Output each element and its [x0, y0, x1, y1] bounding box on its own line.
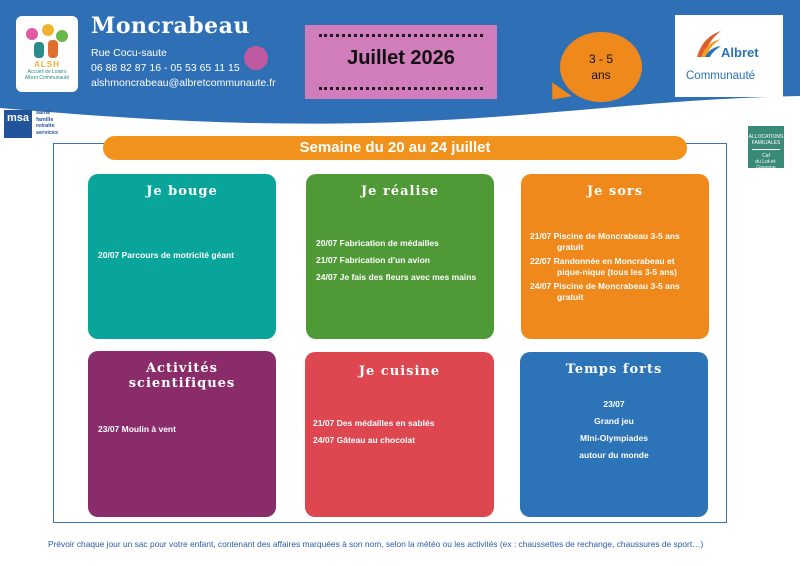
card-title: Je cuisine [358, 364, 441, 379]
albret-name: Albret [721, 45, 759, 60]
msa-logo [4, 110, 84, 140]
decorative-dot [244, 46, 268, 70]
activity-item: 24/07 Piscine de Moncrabeau 3-5 ans gratuit [530, 281, 680, 302]
activity-item: 21/07 Piscine de Moncrabeau 3-5 ans gratuit [530, 231, 680, 252]
caf-logo [748, 126, 784, 171]
card-title: Je bouge [146, 184, 218, 199]
msa-line: retraite [36, 123, 55, 129]
caf-figures-icon [748, 126, 784, 134]
week-title: Semaine du 20 au 24 juillet [103, 136, 687, 160]
month-banner [305, 25, 497, 99]
alsh-subtitle-2: Albret Communauté [24, 75, 70, 81]
msa-mark: msa [4, 110, 32, 138]
card-je-bouge [88, 174, 276, 339]
card-je-cuisine [305, 352, 494, 517]
msa-line: santé [36, 110, 51, 116]
caf-line: du Lot-et-Garonne [755, 159, 777, 171]
card-title: Je réalise [361, 184, 439, 199]
caf-line: FAMILIALES [751, 140, 781, 146]
msa-line: famille [36, 116, 54, 123]
card-title-line: Activités [145, 361, 219, 376]
alsh-subtitle: Accueil de Loisirs [27, 69, 67, 75]
activity-item: 23/07 Moulin à vent [98, 424, 176, 434]
alsh-logo [16, 16, 78, 92]
albret-communaute: Communauté [686, 70, 756, 82]
dotted-rule-top [319, 34, 483, 37]
card-temps-forts [520, 352, 708, 517]
center-name: Moncrabeau [91, 13, 250, 39]
email-address[interactable]: alshmoncrabeau@albretcommunaute.fr [91, 77, 276, 89]
activity-item: 20/07 Parcours de motricité géant [98, 250, 235, 260]
caf-line: ALLOCATIONS [748, 134, 784, 140]
alsh-wordmark: ALSH [34, 60, 60, 69]
msa-tagline [36, 110, 58, 136]
dotted-rule-bottom [319, 87, 483, 90]
phone-numbers: 06 88 82 87 16 - 05 53 65 11 15 [91, 62, 240, 74]
month-title: Juillet 2026 [347, 47, 455, 69]
card-title: Je sors [586, 184, 644, 199]
caf-divider [752, 149, 780, 150]
msa-line: services [36, 129, 59, 136]
age-range: 3 - 5 [588, 52, 613, 66]
albret-leaf-icon [695, 29, 723, 59]
age-unit: ans [591, 68, 611, 82]
activity-item: 20/07 Fabrication de médailles [316, 238, 439, 248]
highlight-date: 23/07 [603, 399, 625, 409]
highlight-line: Grand jeu [594, 416, 634, 426]
children-figures-icon [16, 24, 78, 60]
card-title-line: scientifiques [128, 376, 236, 391]
card-je-realise [306, 174, 494, 339]
highlight-line: MIni-Olympiades [579, 433, 648, 443]
activity-item: 21/07 Fabrication d'un avion [316, 255, 430, 265]
age-bubble [560, 32, 642, 102]
activity-item: 24/07 Gâteau au chocolat [313, 435, 416, 445]
caf-line: Caf [762, 153, 770, 159]
albret-logo [675, 15, 783, 97]
activity-item: 22/07 Randonnée en Moncrabeau et pique-nique (tous les 3-5 ans) [530, 256, 677, 277]
card-title [88, 361, 276, 391]
card-title: Temps forts [565, 362, 663, 377]
card-je-sors [521, 174, 709, 339]
activity-item: 24/07 Je fais des fleurs avec mes mains [316, 272, 477, 282]
activity-item: 21/07 Des médailles en sablés [313, 418, 435, 428]
footer-note: Prévoir chaque jour un sac pour votre enfant, contenant des affaires marquées à son nom, selon la météo ou les activités (ex : chaussettes de rechange, chaussures de sport…) [48, 539, 704, 549]
highlight-line: autour du monde [579, 450, 649, 460]
card-activites-scientifiques [88, 351, 276, 517]
address: Rue Cocu-saute [91, 47, 167, 59]
